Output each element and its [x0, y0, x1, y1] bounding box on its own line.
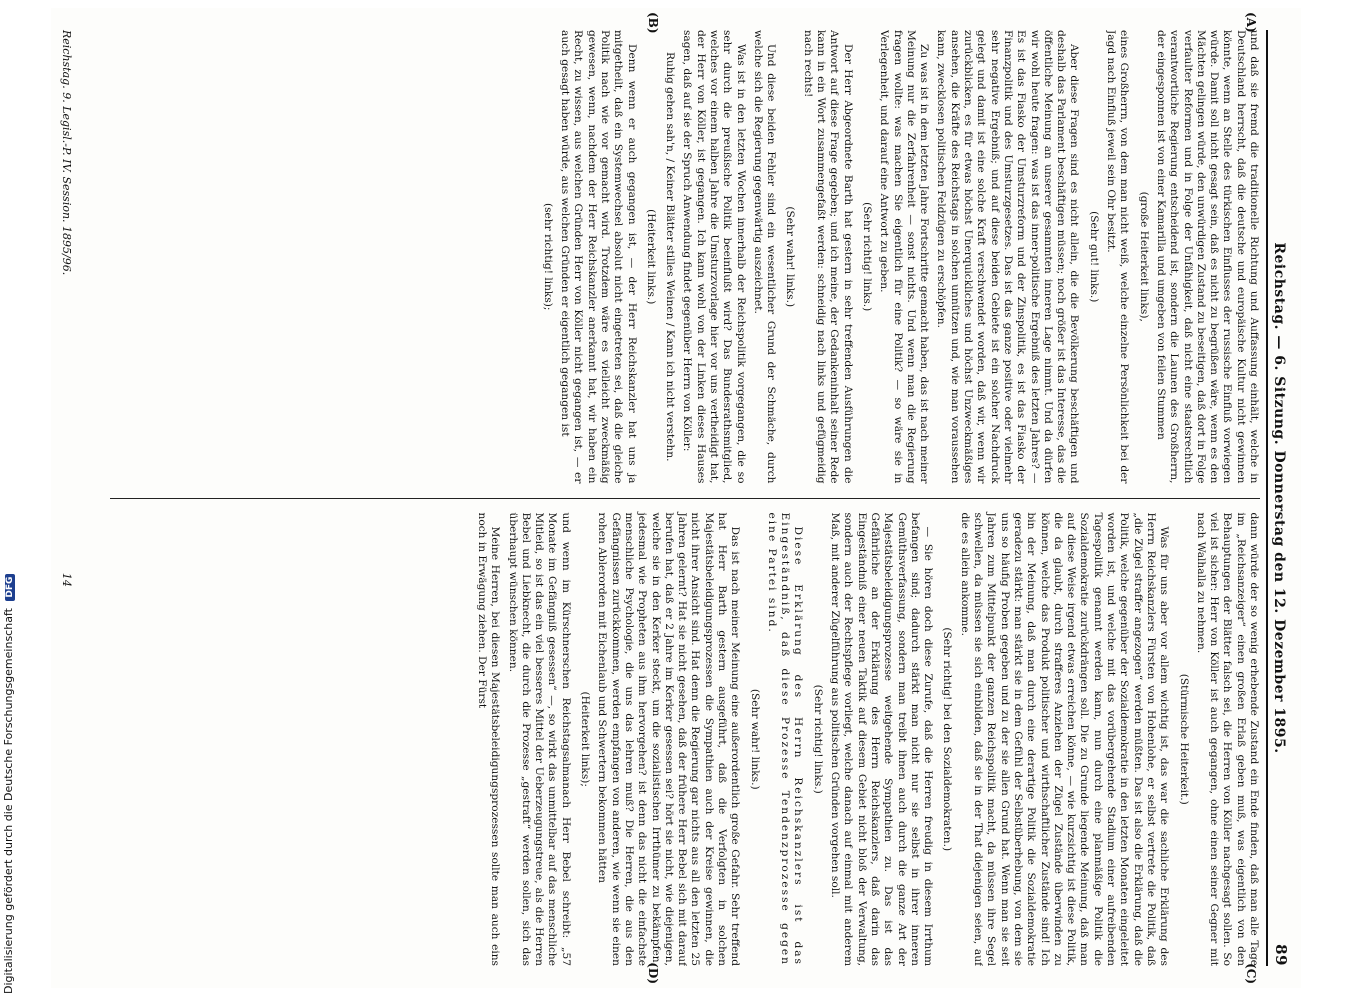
paragraph: (Stürmische Heiterkeit.): [1177, 673, 1190, 805]
paragraph: (große Heiterkeit links),: [1137, 191, 1150, 322]
paragraph: eines Großherrn, von dem man nicht weiß, welche einzelne Persönlichkeit bei der Jagd nach Einfluß jeweil sein Ohr besitzt.: [1105, 30, 1131, 484]
page-footer: [57, 30, 73, 966]
margin-marker-c: (C): [1244, 963, 1258, 984]
paragraph: — Sie hören doch diese Zurufe, daß die Herren freudig in diesem Irrthum befangen sind; dadurch stärkt man nicht nur sie selbst in ihrer inneren Gemüthsverfassung, sondern man treibt ihnen auch durch die ganze Art der Majestätsbeleidigungsprozesse weitgehende Sympathien zu. Das ist das Gefährliche an der Erklärung des Herrn Reichskanzlers, daß darin das Eingeständniß einer neuen Taktik auf diesem Gebiet nicht bloß der Verwaltung, sondern auch der Rechtspflege vorliegt, welche danach auf einmal mit anderem Maß, mit anderer Zügelführung aus politischen Gründen vorgehen soll.: [829, 512, 935, 966]
paragraph: (Sehr wahr! links.): [784, 206, 797, 308]
margin-marker-a: (A): [1244, 12, 1258, 33]
paragraph: Was ist in den letzten Wochen innerhalb der Reichspolitik vorgegangen, die so sehr durch die preußische Politik beeinflußt wird? Das Bundesrathsmitglied, welches vor einem halben Jahre die Umsturzvorlage hier vor uns vertheidigt hat, der Herr von Köller, ist gegangen. Ich kann wohl von der Linken dieses Hauses sagen, daß auf sie der Spruch Anwendung findet gegenüber Herrn von Köller:: [681, 30, 747, 484]
page-number: 89: [1272, 944, 1290, 966]
paragraph: Denn wenn er auch gegangen ist, — der Herr Reichskanzler hat uns ja mitgetheilt, daß ein Systemwechsel absolut nicht eingetreten sei, daß die gleiche Politik nach wie vor gemacht wird. Trotzdem wäre es vielleicht zweckmäßig gewesen, wenn, nachdem der Herr Reichskanzler anerkannt hat, wir haben ein Recht, zu wissen, aus welchen Gründen Herr von Köller nicht gegangen ist, — er auch gesagt haben würde, aus welchen Gründen er eigentlich gegangen ist: [559, 30, 638, 484]
footer-leaf-number: 14: [60, 572, 73, 587]
paragraph: Diese Erklärung des Herrn Reichskanzlers ist das Eingeständniß, daß diese Prozesse Tendenzprozesse gegen eine Partei sind.: [765, 512, 805, 966]
right-column: [110, 498, 1260, 967]
paragraph: Das ist nach meiner Meinung eine außerordentlich große Gefahr. Sehr treffend hat Herr Barth gestern ausgeführt, daß die Verfolgten in solchen Majestätsbeleidigungsprozessen die Sympathien auch der Kreise gewinnen, die nicht ihrer Ansicht sind. Hat denn die Regierung gar nichts aus all den letzten 25 Jahren gelernt? Hat sie nicht gesehen, daß der frühere Herr Bebel sich mit darauf berufen hat, daß er 2 Jahre im Kerker gesessen sei? hört sie nicht, wie diejenigen, welche sie in den Kerker steckt, um die sozialistischen Irrthümer zu bekämpfen, jedesmal wie Propheten aus ihm hervorgehen? ist denn das nicht die einfachste menschliche Psychologie, die uns das lehren muß? Die Herren, die aus den Gefängnissen zurückkommen, werden empfangen von anderen, wie wenn sie einen rohen Ablerorden mit Eichenlaub und Schwertern bekommen hätten: [596, 512, 742, 966]
dfg-logo: DFG: [5, 574, 15, 601]
left-column: [110, 30, 1260, 498]
page-header: [1266, 30, 1293, 966]
margin-marker-d: (D): [646, 962, 660, 984]
paragraph: Der Herr Abgeordnete Barth hat gestern in sehr treffenden Ausführungen die Antwort auf diese Frage gegeben; und ich meine, der Gedankeninhalt seiner Rede kann in ein Wort zusammengefaßt werden: schneidig nach links und gefügmeidig nach rechts!: [801, 30, 854, 484]
paragraph: Ruhig gehen sah'n, / Keiner Blätter stilles Weinen / Kann ich nicht verstehn.: [664, 52, 677, 462]
paragraph: (sehr richtig! links);: [541, 202, 554, 311]
paragraph: und wenn im Kürschnerschen Reichstagsalmanach Herr Bebel schreibt: „57 Monate im Gefängniß gesessen“ —, so wirkt das unmittelbar auf das menschliche Mitleid, so ist das ein viel besseres Mittel der Ueberzeugungstreue, als die Herren Bebel und Liebknecht, die durch die Prozesse „gestraft“ werden sollen, sich das überhaupt wünschen können.: [506, 512, 572, 966]
paragraph: dann würde der so wenig erhebende Zustand ein Ende finden, daß man alle Tage im „Reichsanzeiger“ einen großen Erlaß geben muß, was eigentlich von den Behauptungen der Blätter falsch sei, die Herren von Köller nachgesagt sollen. So viel ist sicher: Herr von Köller ist auch gegangen, ohne einen seiner Gegner mit nach Walhalla zu nehmen.: [1194, 512, 1260, 966]
text-columns: [110, 12, 1260, 984]
digitization-credit: [2, 574, 15, 994]
paragraph: (Sehr richtig! links.): [860, 202, 873, 312]
paragraph: (Sehr gut! links.): [1087, 211, 1100, 303]
credit-text: Digitalisierung gefördert durch die Deutsche Forschungsgemeinschaft: [2, 608, 15, 994]
paragraph: und daß sie fremd die traditionelle Richtung und Auffassung einhält, welche in Deutschland herrscht, daß die deutsche und europäische Kultur nicht gewinnen könnte, wenn an Stelle des türkischen Einflusses der russische Einfluß vorwiegen würde. Damit soll nicht gesagt sein, daß es nicht zu begrüßen wäre, wenn es den Mächten gelingen würde, den unwürdigen Zustand zu beseitigen, daß dort in Folge verfaulter Reformen und in Folge der Unfähigkeit, daß nicht eine staatsrechtlich verantwortliche Regierung entscheidend ist, sondern die Launen des Großherrn, der eingesponnen ist von einer Kamarilla und umgeben von feilen Stummen: [1154, 30, 1260, 484]
page-title: Reichstag. — 6. Sitzung. Donnerstag den 12. Dezember 1895.: [1271, 242, 1287, 754]
paragraph: Zu was ist in dem letzten Jahre Fortschritte gemacht haben, das ist nach meiner Meinung nur die Zerfahrenheit — sonst nichts. Und wenn man die Regierung fragen wollte: was machen Sie eigentlich für eine Politik? — so wäre sie in Verlegenheit, und darauf eine Antwort zu geben.: [878, 30, 931, 484]
margin-marker-b: (B): [646, 12, 660, 34]
paragraph: (Sehr wahr! links.): [748, 688, 761, 790]
paragraph: (Heiterkeit links);: [579, 691, 592, 787]
paragraph: Was für uns aber vor allem wichtig ist, das war die sachliche Erklärung des Herrn Reichskanzlers Fürsten von Hohenlohe, er selbst vertrete die Politik, daß „die Zügel straffer angezogen“ werden müßten. Das ist also die Erklärung, daß die Politik, welche gegenüber der Sozialdemokratie in den letzten Monaten eingeleitet worden ist, und welche mit das vorübergehende Stadium einer aufreibenden Tagespolitik genannt werden kann, nun durch eine planmäßige Politik die Sozialdemokratie zurückdrängen soll. Die zu Grunde liegende Meinung, daß man auf diese Weise irgend etwas erreichen könne, — wie kurzsichtig ist diese Politik, die da glaubt, durch strafferes Anziehen der Zügel Zustände überwinden zu können, welche das Produkt politischer und wirthschaftlicher Zustände sind! Ich bin der Meinung, daß man durch eine derartige Politik die Sozialdemokratie geradezu stärkt: man stärkt sie in dem Gefühl der Selbstüberhebung, von dem sie uns so häufig Proben gegeben und zu der sie allen Grund hat. Wenn man sie seit Jahren zum Mittelpunkt der ganzen Reichspolitik macht, da müssen ihre Segel schwellen, da müssen sie sich einbilden, daß sie in der That diejenigen seien, auf die es allein ankomme.: [958, 512, 1171, 966]
paragraph: (Heiterkeit links.): [644, 209, 657, 305]
rotated-page: [51, 8, 1301, 988]
paragraph: Meine Herren, bei diesen Majestätsbeleidigungsprozessen sollte man auch eins noch in Erwägung ziehen. Der Fürst: [475, 512, 502, 966]
footer-signature: Reichstag. 9. Legisl.-P. IV. Session. 1895/96.: [60, 30, 73, 276]
paragraph: (Sehr richtig! bei den Sozialdemokraten.): [941, 627, 954, 852]
paragraph: Und diese beiden Fehler sind ein wesentlicher Grund der Schmäche, durch welche sich die Regierung gegenwärtig auszeichnet.: [751, 30, 778, 484]
paragraph: Aber diese Fragen sind es nicht allein, die die Bevölkerung beschäftigen und deshalb das Parlament beschäftigen müssen; noch größer ist das Interesse, das die öffentliche Meinung an unserer gesammten inneren Lage nimmt. Und da dürfen wir wohl heute fragen: was ist das inner-politische Ergebniß des letzten Jahres? — Es ist das Fiasko der Umsturzreform und der Zinspolitik, es ist das Fiasko der Finanzpolitik und des Umsturzgesetzes. Das ist das ganze positive oder vielmehr sehr negative Ergebniß; und auf diese beiden Gebiete ist ein solcher Nachdruck gelegt und damit ist eine solche Kraft verschwendet worden, daß wir, wenn wir zurückblicken, es für etwas höchst Unerquickliches und höchst Unzweckmäßiges ansehen, die Kräfte des Reichstags in solchen unnützen und, wie man voraussehen kann, zwecklosen politischen Feldzügen zu erschöpfen.: [935, 30, 1081, 484]
paragraph: (Sehr richtig! links.): [811, 684, 824, 794]
